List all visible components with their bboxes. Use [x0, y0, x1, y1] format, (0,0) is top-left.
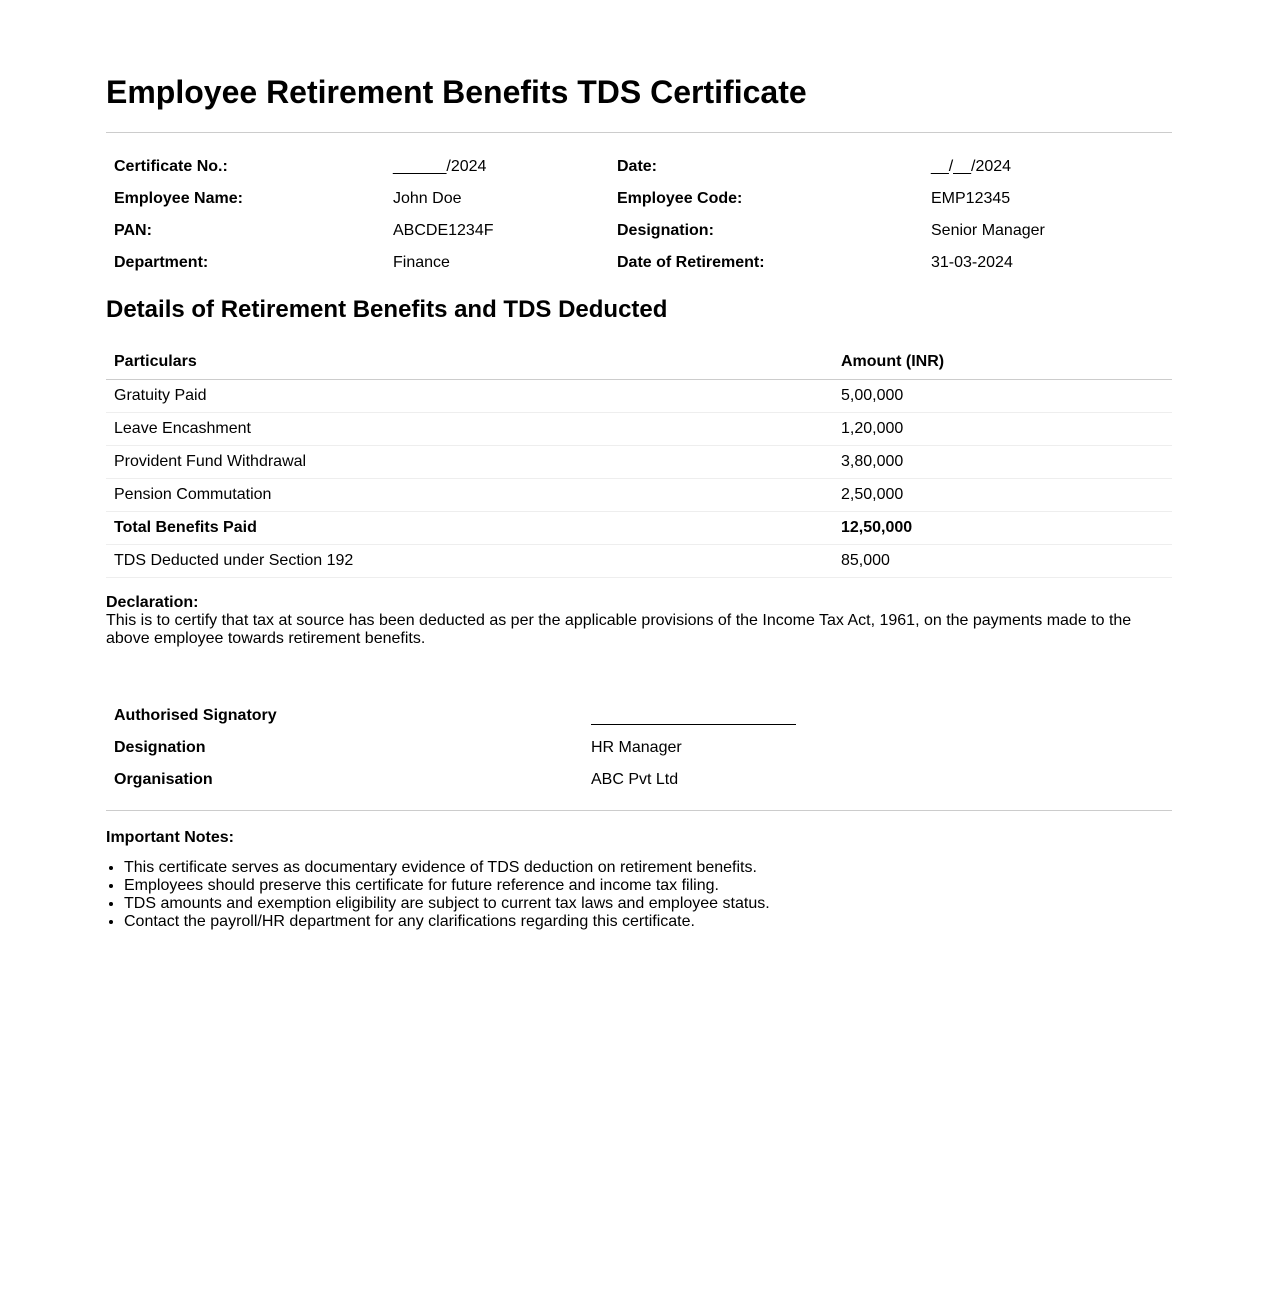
employee-code-value: EMP12345 [931, 190, 1011, 207]
certificate-no-value: ______/2024 [393, 158, 487, 175]
info-row [106, 247, 1172, 279]
signatory-designation-label: Designation [114, 739, 206, 756]
particular-cell: TDS Deducted under Section 192 [106, 545, 833, 578]
designation-value: Senior Manager [931, 222, 1045, 239]
benefits-table [106, 345, 1172, 578]
info-row [106, 183, 1172, 215]
title-divider [106, 132, 1172, 133]
employee-name-value: John Doe [393, 190, 462, 207]
list-item: • TDS amounts and exemption eligibility are subject to current tax laws and employee status. [124, 895, 1172, 913]
employee-code-label: Employee Code: [617, 190, 743, 207]
signature-line [591, 710, 796, 725]
total-row [106, 512, 1172, 545]
particular-cell: Leave Encashment [106, 413, 833, 446]
table-row [106, 413, 1172, 446]
notes-list [106, 859, 1172, 931]
amount-cell: 3,80,000 [833, 446, 1172, 479]
declaration-heading: Declaration: [106, 594, 199, 611]
list-item: • Employees should preserve this certificate for future reference and income tax filing. [124, 877, 1172, 895]
certificate-page [106, 0, 1172, 931]
notes-divider [106, 810, 1172, 811]
particular-cell: Total Benefits Paid [106, 512, 833, 545]
organisation-value: ABC Pvt Ltd [591, 771, 679, 788]
declaration-text: This is to certify that tax at source has been deducted as per the applicable provisions of the Income Tax Act, 1961, on the payments made to the above employee towards retirement benefits. [106, 612, 1132, 647]
particulars-header: Particulars [106, 345, 833, 380]
particular-cell: Pension Commutation [106, 479, 833, 512]
notes-heading: Important Notes: [106, 829, 234, 846]
amount-cell: 1,20,000 [833, 413, 1172, 446]
benefits-header-row [106, 345, 1172, 380]
department-value: Finance [393, 254, 450, 271]
certificate-no-label: Certificate No.: [114, 158, 228, 175]
amount-cell: 12,50,000 [833, 512, 1172, 545]
signatory-row [106, 700, 1172, 732]
amount-header: Amount (INR) [833, 345, 1172, 380]
section-title: Details of Retirement Benefits and TDS Deducted [106, 296, 668, 323]
organisation-label: Organisation [114, 771, 213, 788]
signatory-table [106, 700, 1172, 796]
amount-cell: 2,50,000 [833, 479, 1172, 512]
employee-name-label: Employee Name: [114, 190, 243, 207]
designation-label: Designation: [617, 222, 714, 239]
particular-cell: Gratuity Paid [106, 380, 833, 413]
retirement-date-label: Date of Retirement: [617, 254, 765, 271]
list-item: • This certificate serves as documentary evidence of TDS deduction on retirement benefits. [124, 859, 1172, 877]
amount-cell: 5,00,000 [833, 380, 1172, 413]
date-value: __/__/2024 [931, 158, 1012, 175]
table-row [106, 545, 1172, 578]
pan-value: ABCDE1234F [393, 222, 494, 239]
retirement-date-value: 31-03-2024 [931, 254, 1013, 271]
employee-info-table [106, 151, 1172, 279]
page-title: Employee Retirement Benefits TDS Certificate [106, 74, 807, 110]
pan-label: PAN: [114, 222, 152, 239]
particular-cell: Provident Fund Withdrawal [106, 446, 833, 479]
table-row [106, 479, 1172, 512]
info-row [106, 215, 1172, 247]
authorised-signatory-label: Authorised Signatory [114, 707, 277, 724]
info-row [106, 151, 1172, 183]
declaration-block [106, 594, 1172, 648]
table-row [106, 446, 1172, 479]
signatory-designation-value: HR Manager [591, 739, 682, 756]
signatory-row [106, 732, 1172, 764]
list-item: • Contact the payroll/HR department for any clarifications regarding this certificate. [124, 913, 1172, 931]
department-label: Department: [114, 254, 209, 271]
amount-cell: 85,000 [833, 545, 1172, 578]
signatory-row [106, 764, 1172, 796]
table-row [106, 380, 1172, 413]
date-label: Date: [617, 158, 658, 175]
